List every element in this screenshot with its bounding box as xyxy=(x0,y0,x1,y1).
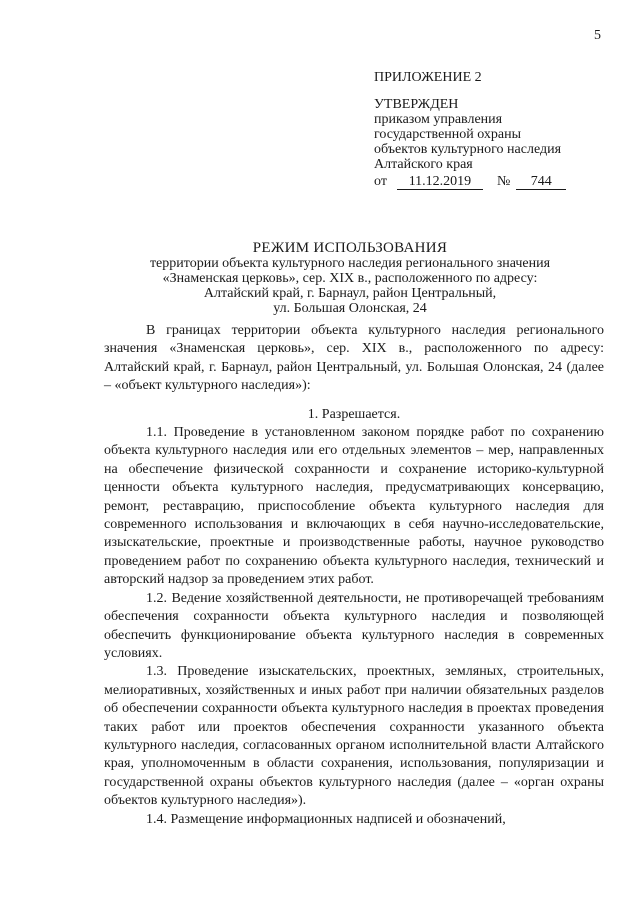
approval-line-4: Алтайского края xyxy=(374,157,473,172)
title-line-4: ул. Большая Олонская, 24 xyxy=(273,301,427,316)
order-number: 744 xyxy=(516,174,566,190)
intro-paragraph: В границах территории объекта культурного наследия регионального значения «Знаменская церковь», сер. XIX в., расположенного по адресу: Алтайский край, г. Барнаул, район Центральный, ул. Большая Олонская, 24 (далее – «объект культурного наследия»): xyxy=(104,323,604,394)
page-number: 5 xyxy=(594,28,601,43)
approval-line-2: государственной охраны xyxy=(374,127,522,142)
item-1-1: 1.1. Проведение в установленном законом порядке работ по сохранению объекта культурного наследия или его отдельных элементов – мер, направленных на обеспечение физической сохранности и сохранение историко-культурной ценности объекта культурного наследия, предусматривающих консервацию, ремонт, реставрацию, приспособление объекта культурного наследия для современного использования и включающих в себя научно-исследовательские, изыскательские, проектные и производственные работы, научное руководство проведением работ по сохранению объекта культурного наследия, технический и авторский надзор за проведением этих работ. xyxy=(104,425,604,588)
approval-block xyxy=(374,70,624,190)
approved-label: УТВЕРЖДЕН xyxy=(374,97,459,112)
title-main: РЕЖИМ ИСПОЛЬЗОВАНИЯ xyxy=(252,240,448,256)
item-1-2: 1.2. Ведение хозяйственной деятельности, не противоречащей требованиям обеспечения сохранности объекта культурного наследия и позволяющей обеспечить функционирование объекта культурного наследия в современных условиях. xyxy=(104,590,604,661)
appendix-label: ПРИЛОЖЕНИЕ 2 xyxy=(374,70,482,85)
number-label: № xyxy=(496,174,511,189)
title-line-3: Алтайский край, г. Барнаул, район Центральный, xyxy=(203,286,497,301)
approval-line-1: приказом управления xyxy=(374,112,503,127)
section-heading: 1. Разрешается. xyxy=(307,406,401,422)
item-1-3: 1.3. Проведение изыскательских, проектных, земляных, строительных, мелиоративных, хозяйственных и иных работ при наличии обязательных разделов об обеспечении сохранности объекта культурного наследия в проектах проведения таких работ или проектов обеспечения сохранности указанного объекта культурного наследия, согласованных органом исполнительной власти Алтайского края, уполномоченным в области сохранения, использования, популяризации и государственной охраны объектов культурного наследия (далее – «орган охраны объектов культурного наследия»). xyxy=(104,664,604,809)
item-1-4: 1.4. Размещение информационных надписей и обозначений, xyxy=(146,811,506,827)
document-body xyxy=(104,322,604,829)
order-date: 11.12.2019 xyxy=(397,174,483,190)
approval-line-3: объектов культурного наследия xyxy=(374,142,562,157)
title-line-2: «Знаменская церковь», сер. XIX в., расположенного по адресу: xyxy=(162,271,538,286)
from-label: от xyxy=(374,174,387,189)
document-title xyxy=(100,241,600,316)
order-line xyxy=(374,174,624,190)
title-line-1: территории объекта культурного наследия регионального значения xyxy=(149,256,551,271)
